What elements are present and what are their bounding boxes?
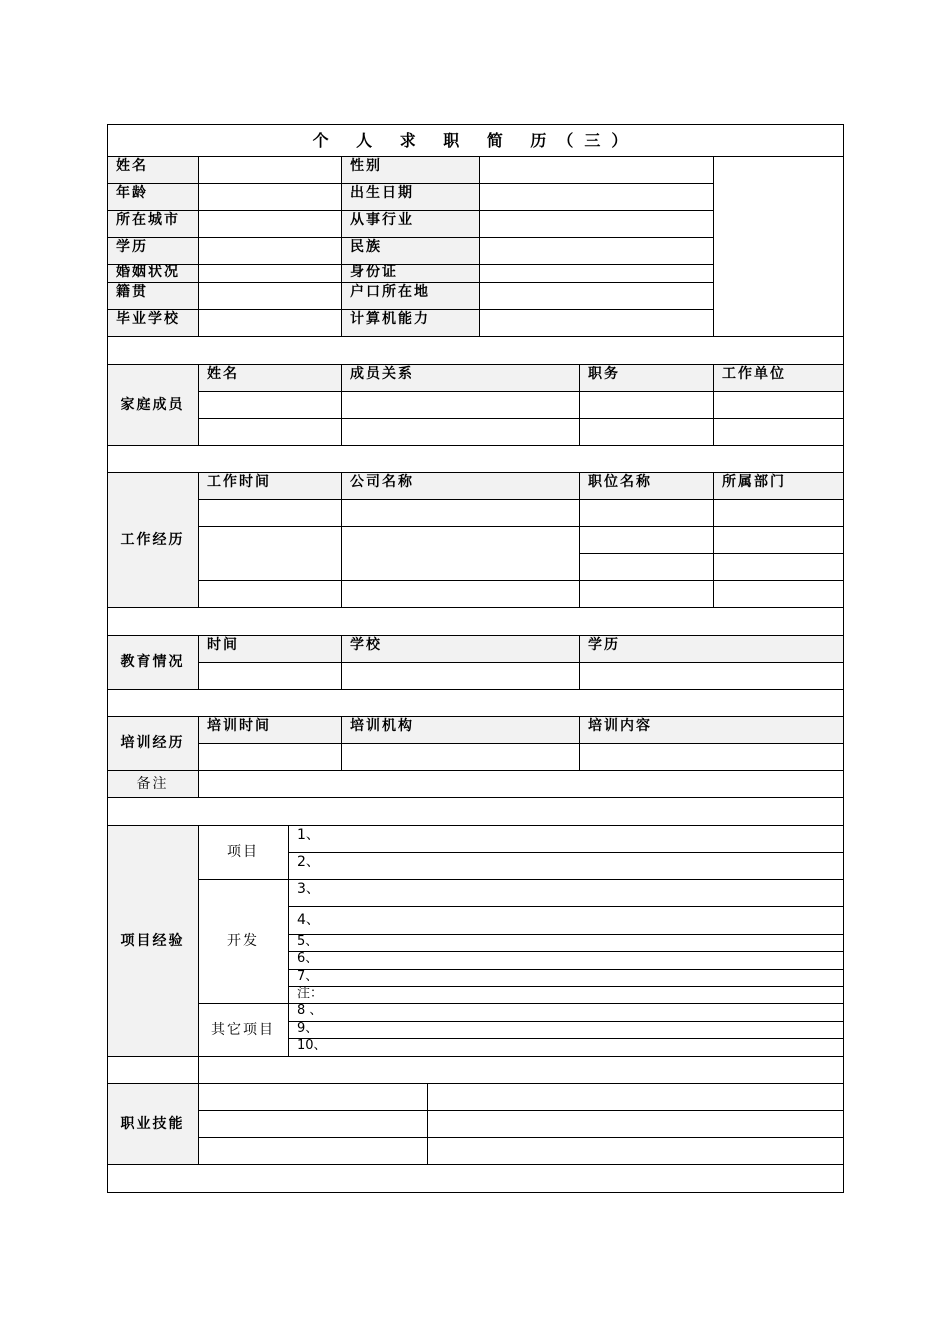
label-age: 年龄: [116, 185, 148, 201]
work-header-title: 职位名称: [588, 474, 652, 490]
remarks-input[interactable]: [198, 770, 844, 797]
label-school: 毕业学校: [116, 311, 180, 327]
project-item-9[interactable]: 9、: [297, 1021, 319, 1036]
project-item-1[interactable]: 1、: [297, 827, 320, 843]
project-item-5[interactable]: 5、: [297, 934, 319, 949]
family-header-name: 姓名: [207, 366, 239, 382]
training-header-institution: 培训机构: [350, 718, 414, 734]
page-title: 个 人 求 职 简 历（三）: [312, 130, 639, 150]
training-section-label: 培训经历: [120, 735, 185, 751]
project-item-6[interactable]: 6、: [297, 951, 319, 966]
project-item-4[interactable]: 4、: [297, 912, 320, 928]
label-gender: 性别: [350, 158, 382, 174]
training-header-time: 培训时间: [207, 718, 271, 734]
work-header-time: 工作时间: [207, 474, 271, 490]
input-gender[interactable]: [479, 156, 713, 183]
training-header-content: 培训内容: [588, 718, 652, 734]
family-header-employer: 工作单位: [722, 366, 786, 382]
input-city[interactable]: [198, 210, 341, 237]
project-note[interactable]: 注：: [297, 986, 324, 1001]
label-id-card: 身份证: [350, 264, 398, 280]
input-native[interactable]: [198, 282, 341, 309]
label-name: 姓名: [116, 158, 148, 174]
family-header-position: 职务: [588, 366, 620, 382]
family-section-label: 家庭成员: [120, 396, 185, 413]
projects-group-development: 开发: [227, 933, 259, 949]
family-header-relation: 成员关系: [350, 366, 414, 382]
label-education: 学历: [116, 239, 148, 255]
skill-detail-3[interactable]: [427, 1137, 844, 1164]
project-item-7[interactable]: 7、: [297, 969, 319, 984]
input-id-card[interactable]: [479, 264, 713, 282]
input-industry[interactable]: [479, 210, 713, 237]
education-header-school: 学校: [350, 637, 382, 653]
photo-area[interactable]: [713, 156, 844, 336]
input-age[interactable]: [198, 183, 341, 210]
input-hukou[interactable]: [479, 282, 713, 309]
input-marital[interactable]: [198, 264, 341, 282]
project-item-3[interactable]: 3、: [297, 881, 320, 897]
input-birthdate[interactable]: [479, 183, 713, 210]
education-section-label: 教育情况: [120, 654, 185, 670]
label-computer: 计算机能力: [350, 311, 430, 327]
projects-group-other: 其它项目: [211, 1021, 275, 1038]
project-item-10[interactable]: 10、: [297, 1038, 327, 1053]
project-item-2[interactable]: 2、: [297, 854, 320, 870]
skill-detail-1[interactable]: [427, 1083, 844, 1110]
skill-name-2[interactable]: [198, 1110, 427, 1137]
label-ethnicity: 民族: [350, 239, 382, 255]
skills-section-label: 职业技能: [120, 1115, 185, 1132]
label-city: 所在城市: [116, 212, 180, 228]
label-native: 籍贯: [116, 284, 148, 300]
label-birthdate: 出生日期: [350, 185, 414, 201]
project-item-8[interactable]: 8 、: [297, 1003, 323, 1018]
work-section-label: 工作经历: [120, 531, 185, 548]
input-school[interactable]: [198, 309, 341, 336]
projects-group-project: 项目: [227, 844, 259, 860]
education-header-degree: 学历: [588, 637, 620, 653]
skill-name-3[interactable]: [198, 1137, 427, 1164]
education-header-time: 时间: [207, 637, 239, 653]
input-computer[interactable]: [479, 309, 713, 336]
input-education[interactable]: [198, 237, 341, 264]
label-hukou: 户口所在地: [350, 284, 430, 300]
work-header-department: 所属部门: [722, 474, 786, 490]
projects-section-label: 项目经验: [120, 932, 185, 949]
skill-name-1[interactable]: [198, 1083, 427, 1110]
label-marital: 婚姻状况: [116, 264, 180, 280]
label-industry: 从事行业: [350, 212, 414, 228]
input-ethnicity[interactable]: [479, 237, 713, 264]
skill-detail-2[interactable]: [427, 1110, 844, 1137]
work-header-company: 公司名称: [350, 474, 414, 490]
remarks-label: 备注: [136, 775, 169, 792]
input-name[interactable]: [198, 156, 341, 183]
